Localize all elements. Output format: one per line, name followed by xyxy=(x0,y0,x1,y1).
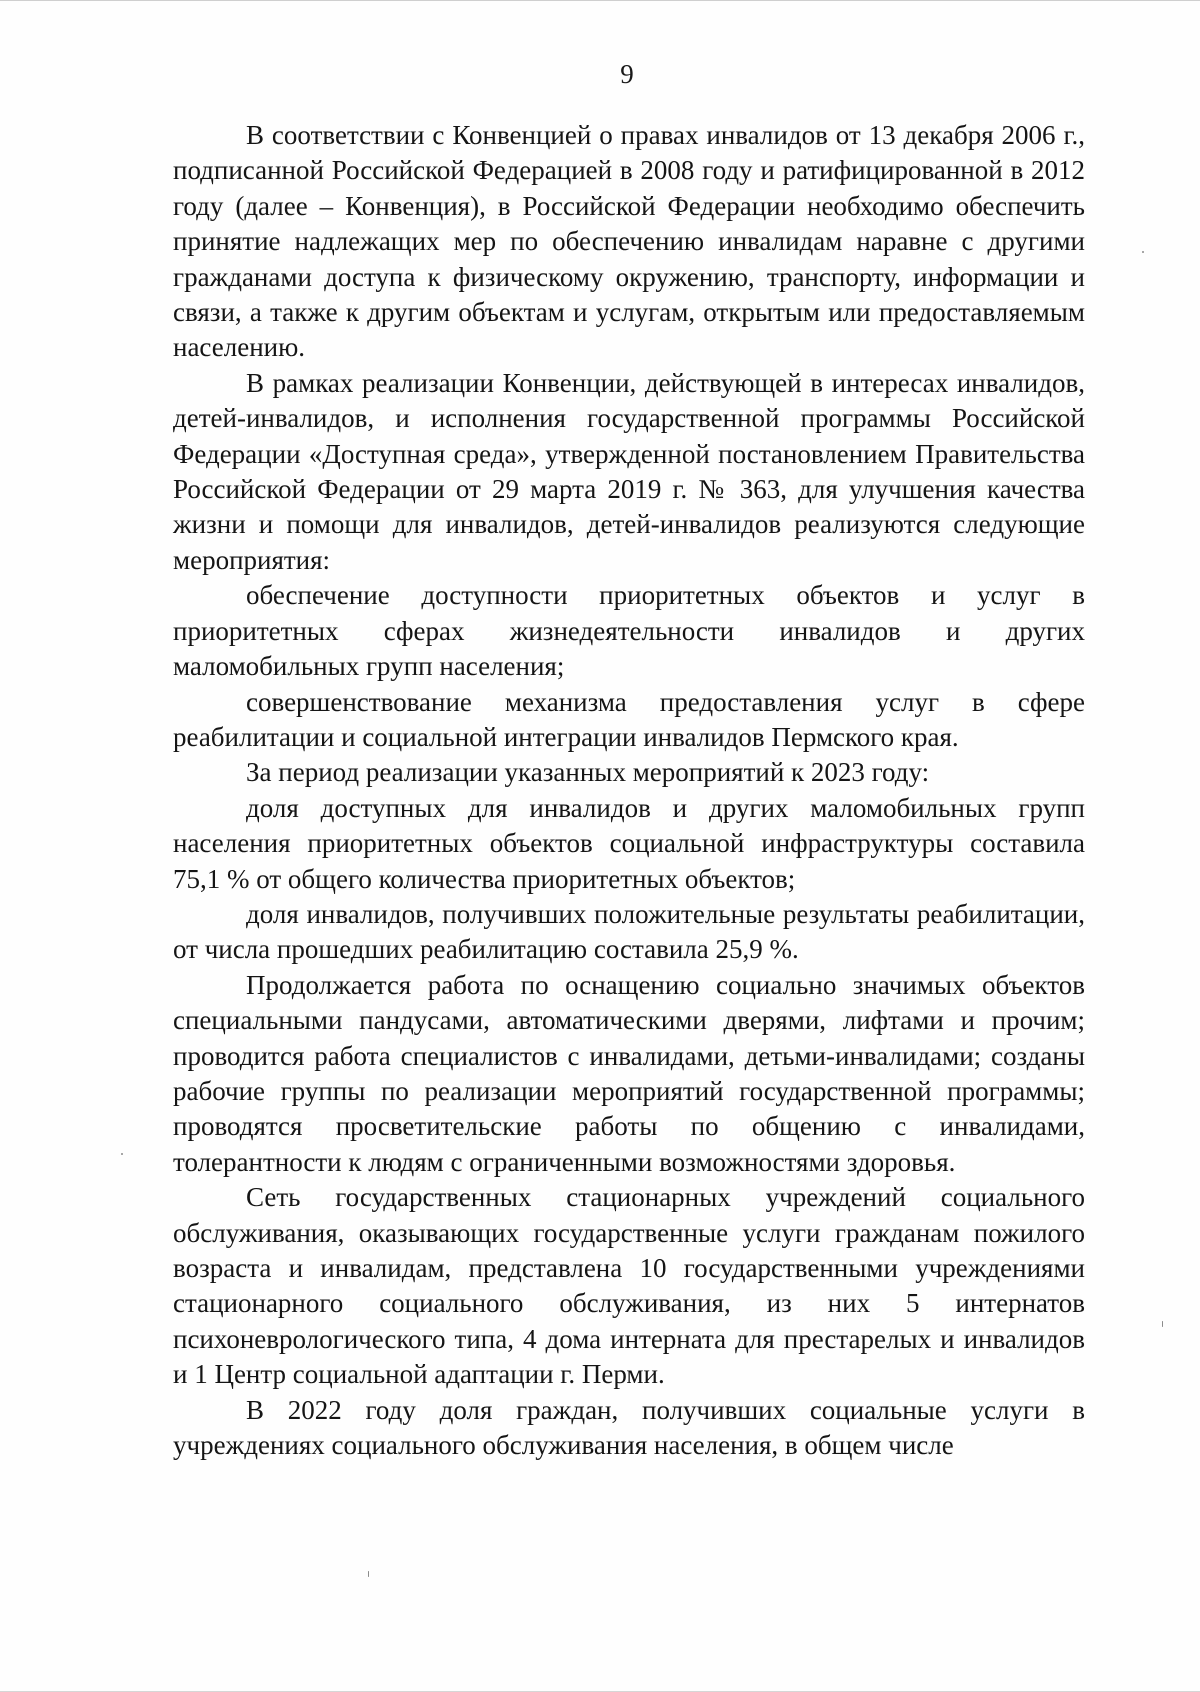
paragraph-2022-share: В 2022 году доля граждан, получивших социальные услуги в учреждениях социального обслуживания населения, в общем числе xyxy=(173,1394,1085,1461)
paragraph-accessible-environment: В рамках реализации Конвенции, действующей в интересах инвалидов, детей-инвалидов, и исполнения государственной программы Российской Федерации «Доступная среда», утвержденной постановлением Правительства Российской Федерации от 29 марта 2019 г. № 363, для улучшения качества жизни и помощи для инвалидов, детей-инвалидов реализуются следующие мероприятия: xyxy=(173,367,1085,575)
scan-speck xyxy=(121,1153,123,1155)
paragraph-result-accessible-share: доля доступных для инвалидов и других маломобильных групп населения приоритетных объектов социальной инфраструктуры составила 75,1 % от общего количества приоритетных объектов; xyxy=(173,792,1085,894)
document-body xyxy=(173,118,1085,1463)
paragraph-result-rehabilitation-share: доля инвалидов, получивших положительные результаты реабилитации, от числа прошедших реабилитацию составила 25,9 %. xyxy=(173,898,1085,965)
page-number: 9 xyxy=(620,59,634,89)
paragraph-convention: В соответствии с Конвенцией о правах инвалидов от 13 декабря 2006 г., подписанной Российской Федерацией в 2008 году и ратифицированной в 2012 году (далее – Конвенция), в Российской Федерации необходимо обеспечить принятие надлежащих мер по обеспечению инвалидам наравне с другими гражданами доступа к физическому окружению, транспорту, информации и связи, а также к другим объектам и услугам, открытым или предоставляемым населению. xyxy=(173,120,1085,363)
paragraph-results-intro: За период реализации указанных мероприятий к 2023 году: xyxy=(246,757,930,788)
paragraph-measure-accessibility: обеспечение доступности приоритетных объектов и услуг в приоритетных сферах жизнедеятельности инвалидов и других маломобильных групп населения; xyxy=(173,580,1085,682)
paragraph-ongoing-work: Продолжается работа по оснащению социально значимых объектов специальными пандусами, автоматическими дверями, лифтами и прочим; проводится работа специалистов с инвалидами, детьми-инвалидами; созданы рабочие группы по реализации мероприятий государственной программы; проводятся просветительские работы по общению с инвалидами, толерантности к людям с ограниченными возможностями здоровья. xyxy=(173,969,1085,1177)
scan-speck xyxy=(1142,251,1144,253)
scan-speck xyxy=(368,1571,369,1577)
paragraph-measure-rehabilitation: совершенствование механизма предоставления услуг в сфере реабилитации и социальной интеграции инвалидов Пермского края. xyxy=(173,686,1085,752)
scan-speck xyxy=(1162,1321,1163,1327)
paragraph-institutions-network: Сеть государственных стационарных учреждений социального обслуживания, оказывающих государственные услуги гражданам пожилого возраста и инвалидам, представлена 10 государственными учреждениями стационарного социального обслуживания, из них 5 интернатов психоневрологического типа, 4 дома интерната для престарелых и инвалидов и 1 Центр социальной адаптации г. Перми. xyxy=(173,1182,1085,1390)
